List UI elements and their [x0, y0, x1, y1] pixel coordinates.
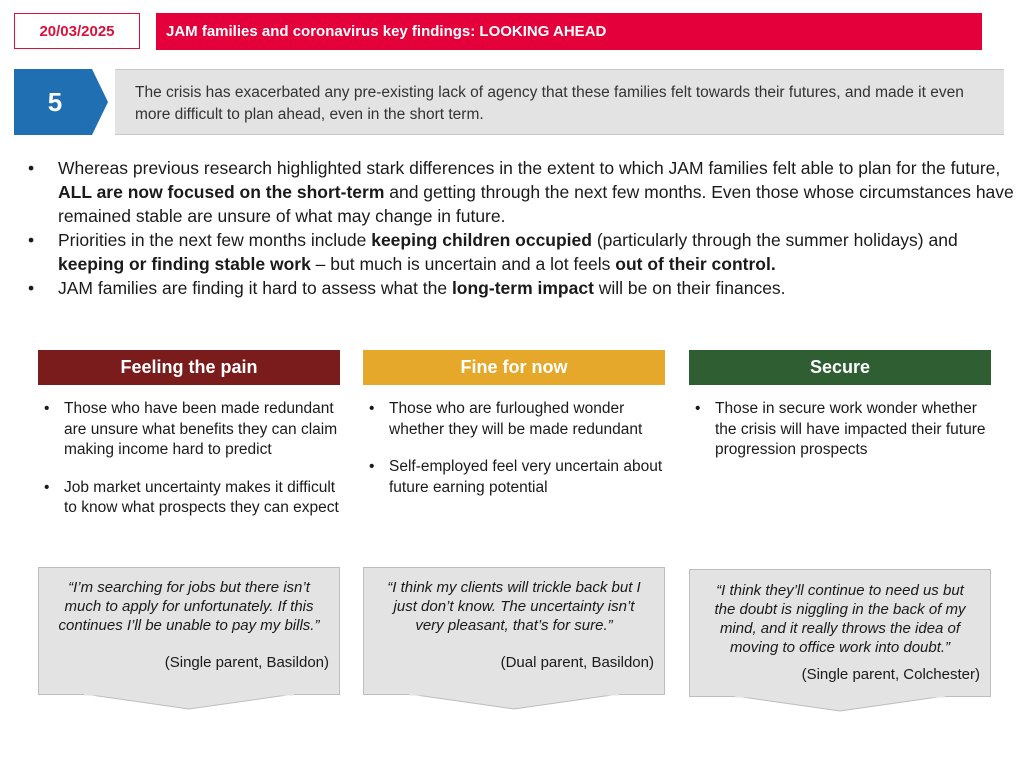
column-point-list: [689, 399, 991, 461]
column-point-list: [363, 399, 665, 498]
column-secure: [689, 350, 991, 478]
column-heading: Secure: [689, 350, 991, 385]
bullet-dot-icon: •: [44, 400, 50, 417]
column-point: [689, 399, 991, 461]
bullet-dot-icon: •: [369, 400, 375, 417]
quote-box-secure: [689, 569, 991, 697]
bullet-dot-icon: •: [28, 158, 35, 178]
column-heading: Fine for now: [363, 350, 665, 385]
bullet-text: will be on their finances.: [593, 278, 786, 298]
bullet-bold-text: out of their control.: [615, 254, 776, 274]
column-point: [363, 399, 665, 440]
column-point-list: [38, 399, 340, 519]
quote-text: “I’m searching for jobs but there isn’t much to apply for unfortunately. If this continues I’ll be unable to pay my bills.”: [58, 579, 320, 634]
column-point-text: Those in secure work wonder whether the crisis will have impacted their future progression prospects: [715, 400, 986, 458]
summary-bullet: [24, 228, 1014, 276]
bullet-dot-icon: •: [44, 478, 50, 496]
bullet-dot-icon: •: [28, 230, 35, 250]
summary-bullet: [24, 276, 1014, 300]
column-heading: Feeling the pain: [38, 350, 340, 385]
finding-number: 5: [47, 86, 63, 117]
quote-text: “I think my clients will trickle back but I just don’t know. The uncertainty isn’t very pleasant, that’s for sure.”: [387, 579, 641, 634]
bullet-text: (particularly through the summer holidays) and: [591, 230, 958, 250]
bullet-dot-icon: •: [369, 458, 375, 475]
column-point: [38, 478, 340, 519]
finding-number-badge: [14, 69, 108, 135]
key-finding-text: The crisis has exacerbated any pre-existing lack of agency that these families felt towards their futures, and made it even more difficult to plan ahead, even in the short term.: [115, 69, 1004, 135]
bullet-text: – but much is uncertain and a lot feels: [310, 254, 616, 274]
bullet-bold-text: keeping children occupied: [371, 230, 592, 250]
column-point-text: Self-employed feel very uncertain about future earning potential: [389, 458, 663, 496]
bullet-bold-text: long-term impact: [451, 278, 594, 298]
column-feeling-the-pain: [38, 350, 340, 536]
column-fine-for-now: [363, 350, 665, 515]
quote-attribution: (Single parent, Colchester): [801, 666, 980, 683]
column-point: [38, 399, 340, 461]
quote-text: “I think they’ll continue to need us but the doubt is niggling in the back of my mind, and it really throws the idea of moving to office work into doubt.”: [714, 582, 966, 656]
slide-title: JAM families and coronavirus key findings: LOOKING AHEAD: [156, 13, 982, 50]
quote-box-feeling-the-pain: [38, 567, 340, 695]
bullet-text: and getting through the next few months. Even those whose circumstances have remained stable are unsure of what may change in future.: [58, 182, 1014, 226]
column-point-text: Those who are furloughed wonder whether they will be made redundant: [389, 400, 643, 438]
column-point-text: Those who have been made redundant are unsure what benefits they can claim making income hard to predict: [64, 400, 338, 458]
quote-attribution: (Single parent, Basildon): [164, 654, 329, 671]
column-point: [363, 457, 665, 498]
bullet-text: JAM families are finding it hard to assess what the: [58, 278, 452, 298]
quote-tail-shape: [689, 696, 991, 712]
summary-bullet-list: [24, 156, 1014, 300]
quote-box-fine-for-now: [363, 567, 665, 695]
quote-tail-shape: [38, 694, 340, 710]
bullet-text: Priorities in the next few months include: [58, 230, 372, 250]
bullet-dot-icon: •: [695, 400, 701, 417]
summary-bullet: [24, 156, 1014, 228]
bullet-bold-text: ALL are now focused on the short-term: [58, 182, 385, 202]
quote-tail-shape: [363, 694, 665, 710]
quote-attribution: (Dual parent, Basildon): [500, 654, 654, 671]
bullet-dot-icon: •: [28, 278, 35, 298]
date-label: 20/03/2025: [14, 13, 140, 49]
bullet-text: Whereas previous research highlighted stark differences in the extent to which JAM families felt able to plan for the future,: [58, 158, 1001, 178]
bullet-bold-text: keeping or finding stable work: [58, 254, 311, 274]
column-point-text: Job market uncertainty makes it difficult to know what prospects they can expect: [64, 478, 339, 516]
